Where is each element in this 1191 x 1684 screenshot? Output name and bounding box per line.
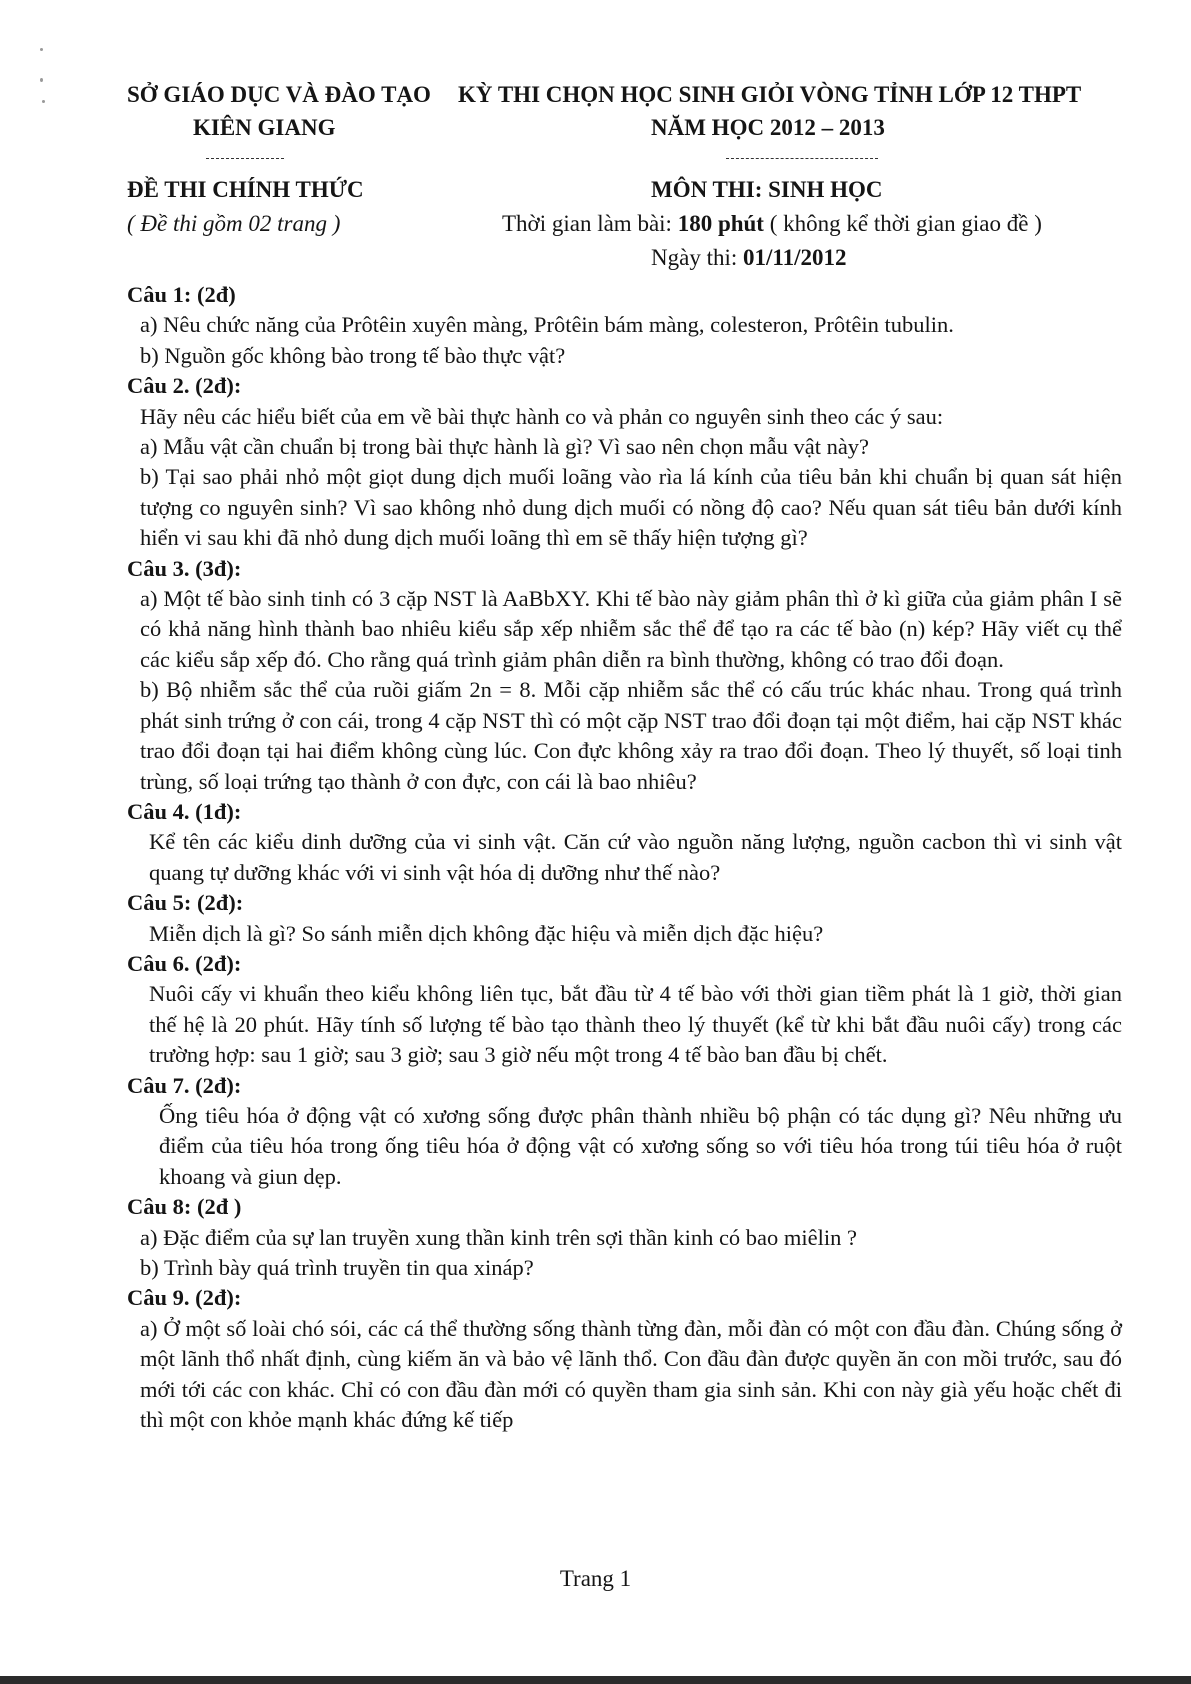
question-2a: a) Mẫu vật cần chuẩn bị trong bài thực hành là gì? Vì sao nên chọn mẫu vật này? [140,434,870,460]
question-5-text: Miễn dịch là gì? So sánh miễn dịch không đặc hiệu và miễn dịch đặc hiệu? [149,920,824,946]
question-1a: a) Nêu chức năng của Prôtêin xuyên màng, Prôtêin bám màng, colesteron, Prôtêin tubulin. [140,312,954,338]
question-3b: b) Bộ nhiễm sắc thể của ruồi giấm 2n = 8. Mỗi cặp nhiễm sắc thể có cấu trúc khác nhau. Trong quá trình phát sinh trứng ở con cái, trong 4 cặp NST thì có một cặp NST trao đổi đoạn tại một điểm, hai cặp NST khác trao đổi đoạn tại hai điểm không cùng lúc. Con đực không xảy ra trao đổi đoạn. Theo lý thuyết, số loại tinh trùng, số loại trứng tạo thành ở con đực, con cái là bao nhiêu? [140,677,1122,794]
question-4-text: Kể tên các kiểu dinh dưỡng của vi sinh vật. Căn cứ vào nguồn năng lượng, nguồn cacbon thì vi sinh vật quang tự dưỡng khác với vi sinh vật hóa dị dưỡng như thế nào? [149,829,1122,885]
question-8-title: Câu 8: (2đ ) [127,1194,242,1220]
duration-value: 180 phút [677,211,764,236]
question-4-title: Câu 4. (1đ): [127,798,242,824]
question-6-title: Câu 6. (2đ): [127,950,242,976]
question-1-title: Câu 1: (2đ) [127,282,236,307]
duration-suffix: ( không kể thời gian giao đề ) [763,211,1042,236]
question-6-text: Nuôi cấy vi khuẩn theo kiểu không liên tục, bắt đầu từ 4 tế bào với thời gian tiềm phát là 1 giờ, thời gian thế hệ là 20 phút. Hãy tính số lượng tế bào tạo thành theo lý thuyết (kể từ khi bắt đầu nuôi cấy) trong các trường hợp: sau 1 giờ; sau 3 giờ; sau 3 giờ nếu một trong 4 tế bào ban đầu bị chết. [149,981,1122,1068]
question-8a: a) Đặc điểm của sự lan truyền xung thần kinh trên sợi thần kinh có bao miêlin ? [140,1224,858,1250]
date-prefix: Ngày thi: [651,245,743,270]
question-9-title: Câu 9. (2đ): [127,1285,242,1311]
question-7-title: Câu 7. (2đ): [127,1072,242,1098]
pages-note: ( Đề thi gồm 02 trang ) [127,211,341,236]
page-number: Trang 1 [559,1566,632,1591]
exam-date [651,246,847,269]
divider-left [206,158,284,159]
question-3a: a) Một tế bào sinh tinh có 3 cặp NST là AaBbXY. Khi tế bào này giảm phân thì ở kì giữa của giảm phân I sẽ có khả năng hình thành bao nhiêu kiểu sắp xếp nhiễm sắc thể để tạo ra các tế bào (n) kép? Hãy viết cụ thể các kiểu sắp xếp đó. Cho rằng quá trình giảm phân diễn ra bình thường, không có trao đổi đoạn. [140,586,1122,672]
scan-speck [40,78,43,82]
question-9a: a) Ở một số loài chó sói, các cá thể thường sống thành từng đàn, mỗi đàn có một con đầu đàn. Chúng sống ở một lãnh thổ nhất định, cùng kiếm ăn và bảo vệ lãnh thổ. Con đầu đàn được quyền ăn con mồi trước, sau đó mới tới các con khác. Chỉ có con đầu đàn mới có quyền tham gia sinh sản. Khi con này già yếu hoặc chết đi thì một con khỏe mạnh khác đứng kế tiếp [140,1315,1122,1433]
question-2b: b) Tại sao phải nhỏ một giọt dung dịch muối loãng vào rìa lá kính của tiêu bản khi chuẩn bị quan sát hiện tượng co nguyên sinh? Vì sao không nhỏ dung dịch muối có nồng độ cao? Nếu quan sát tiêu bản dưới kính hiển vi sau khi đã nhỏ dung dịch muối loãng thì em sẽ thấy hiện tượng gì? [140,464,1122,551]
province-name: KIÊN GIANG [193,115,336,140]
scan-speck [40,48,43,51]
department-name: SỞ GIÁO DỤC VÀ ĐÀO TẠO [127,82,431,107]
exam-duration [502,212,1042,235]
question-2-title: Câu 2. (2đ): [127,373,242,399]
question-2-intro: Hãy nêu các hiểu biết của em về bài thực hành co và phản co nguyên sinh theo các ý sau: [140,403,944,429]
school-year: NĂM HỌC 2012 – 2013 [651,115,885,140]
scan-bottom-edge [0,1676,1191,1684]
question-7-text: Ống tiêu hóa ở động vật có xương sống được phân thành nhiều bộ phận có tác dụng gì? Nêu những ưu điểm của tiêu hóa trong ống tiêu hóa ở động vật có xương sống so với tiêu hóa trong túi tiêu hóa ở ruột khoang và giun dẹp. [159,1102,1122,1189]
scan-speck [42,100,45,103]
question-8b: b) Trình bày quá trình truyền tin qua xináp? [140,1255,534,1280]
official-exam-label: ĐỀ THI CHÍNH THỨC [127,177,364,202]
subject-label: MÔN THI: SINH HỌC [651,177,883,202]
duration-prefix: Thời gian làm bài: [502,211,678,236]
exam-title: KỲ THI CHỌN HỌC SINH GIỎI VÒNG TỈNH LỚP 12 THPT [458,82,1082,107]
question-3-title: Câu 3. (3đ): [127,555,242,581]
exam-questions [127,280,1122,1435]
date-value: 01/11/2012 [743,245,847,270]
question-5-title: Câu 5: (2đ): [127,890,244,916]
question-1b: b) Nguồn gốc không bào trong tế bào thực vật? [140,342,566,368]
divider-right [726,158,878,159]
